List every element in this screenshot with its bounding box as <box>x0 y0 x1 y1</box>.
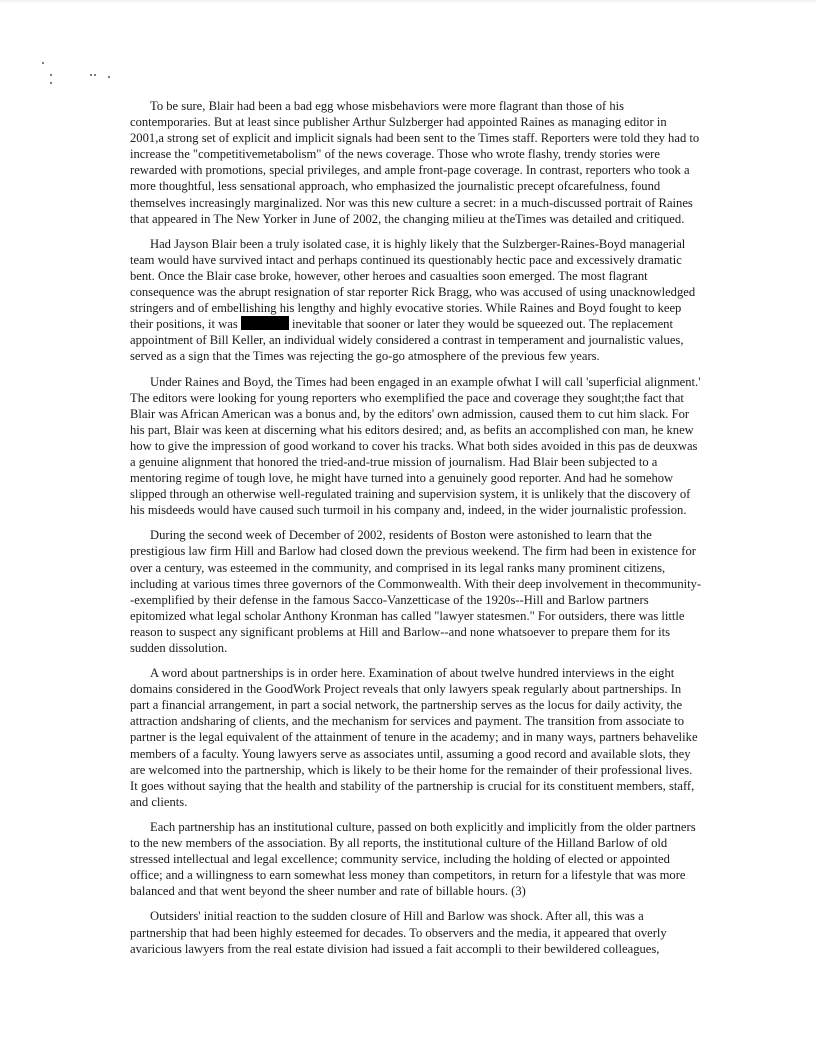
paragraph-2-before: Had Jayson Blair been a truly isolated case, it is highly likely that the Sulzberger-Raines-Boyd managerial team would have survived intact and perhaps continued its questionably hectic pace and excessively dramatic bent. Once the Blair case broke, however, other heroes and casualties soon emerged. The most flagrant consequence was the abrupt resignation of star reporter Rick Bragg, who was accused of using unacknowledged stringers and of embellishing his lengthy and highly evocative stories. While Raines and Boyd fought to keep their positions, it was <box>130 236 696 332</box>
redaction-block <box>241 316 289 330</box>
paragraph-7: Outsiders' initial reaction to the sudden closure of Hill and Barlow was shock. After all, this was a partnership that had been highly esteemed for decades. To observers and the media, it appeared that overly avaricious lawyers from the real estate division had issued a fait accompli to their bewildered colleagues, <box>130 909 667 956</box>
speck <box>50 82 52 84</box>
scan-specks <box>38 60 118 90</box>
paragraph-2-after: inevitable that sooner or later they would be squeezed out. The replacement appointment of Bill Keller, an individual widely considered a contrast in temperament and journalistic values, served as a sign that the Times was rejecting the go-go atmosphere of the previous few years. <box>130 317 684 364</box>
speck <box>108 76 110 78</box>
body-text <box>130 98 702 966</box>
paragraph-3: Under Raines and Boyd, the Times had been engaged in an example ofwhat I will call 'superficial alignment.' The editors were looking for young reporters who exemplified the pace and coverage they sought;the fact that Blair was African American was a bonus and, by the editors' own admission, caused them to cut him slack. For his part, Blair was keen at discerning what his editors desired; and, as befits an accomplished con man, he knew how to give the impression of good workand to cover his tracks. What both sides avoided in this pas de deuxwas a genuine alignment that honored the tried-and-true mission of journalism. Had Blair been subjected to a mentoring regime of tough love, he might have turned into a genuinely good reporter. And had he somehow slipped through an otherwise well-regulated training and supervision system, it is unlikely that the discovery of his misdeeds would have caused such turmoil in his company and, indeed, in the wider journalistic profession. <box>130 374 701 518</box>
scan-edge <box>0 0 816 2</box>
paragraph-6: Each partnership has an institutional culture, passed on both explicitly and implicitly from the older partners to the new members of the association. By all reports, the institutional culture of the Hilland Barlow of old stressed intellectual and legal excellence; community service, including the holding of elected or appointed office; and a willingness to earn somewhat less money than competitors, in return for a lifestyle that was more balanced and that went beyond the sheer number and rate of billable hours. (3) <box>130 819 696 899</box>
speck <box>90 74 92 76</box>
speck <box>50 74 52 76</box>
paragraph-1: To be sure, Blair had been a bad egg whose misbehaviors were more flagrant than those of his contemporaries. But at least since publisher Arthur Sulzberger had appointed Raines as managing editor in 2001,a strong set of explicit and implicit signals had been sent to the Times staff. Reporters were told they had to increase the "competitivemetabolism" of the news coverage. Those who wrote flashy, trendy stories were rewarded with promotions, special privileges, and ample front-page coverage. In contrast, reporters who took a more thoughtful, less sensational approach, who emphasized the journalistic precept ofcarefulness, found themselves increasingly marginalized. Nor was this new culture a secret: in a much-discussed portrait of Raines that appeared in The New Yorker in June of 2002, the changing milieu at theTimes was detailed and critiqued. <box>130 99 700 226</box>
paragraph-5: A word about partnerships is in order here. Examination of about twelve hundred interviews in the eight domains considered in the GoodWork Project reveals that only lawyers speak regularly about partnerships. In part a financial arrangement, in part a social network, the partnership serves as the locus for daily activity, the attraction andsharing of clients, and the mechanism for services and payment. The transition from associate to partner is the legal equivalent of the attainment of tenure in the academy; and in many ways, partners behavelike members of a faculty. Young lawyers serve as associates until, assuming a good record and available slots, they are welcomed into the partnership, which is likely to be their home for the remainder of their professional lives. It goes without saying that the health and stability of the partnership is crucial for its constituent members, staff, and clients. <box>130 666 698 809</box>
paragraph-4: During the second week of December of 2002, residents of Boston were astonished to learn that the prestigious law firm Hill and Barlow had closed down the previous weekend. The firm had been in existence for over a century, was esteemed in the community, and comprised in its legal ranks many prominent citizens, including at various times three governors of the Commonwealth. With their deep involvement in thecommunity--exemplified by their defense in the famous Sacco-Vanzetticase of the 1920s--Hill and Barlow partners epitomized what legal scholar Anthony Kronman has called "lawyer statesmen." For outsiders, there was little reason to suspect any significant problems at Hill and Barlow--and none whatsoever to prepare them for its sudden dissolution. <box>130 528 702 655</box>
paragraph-2 <box>130 236 702 365</box>
speck <box>42 62 44 64</box>
speck <box>94 74 96 76</box>
